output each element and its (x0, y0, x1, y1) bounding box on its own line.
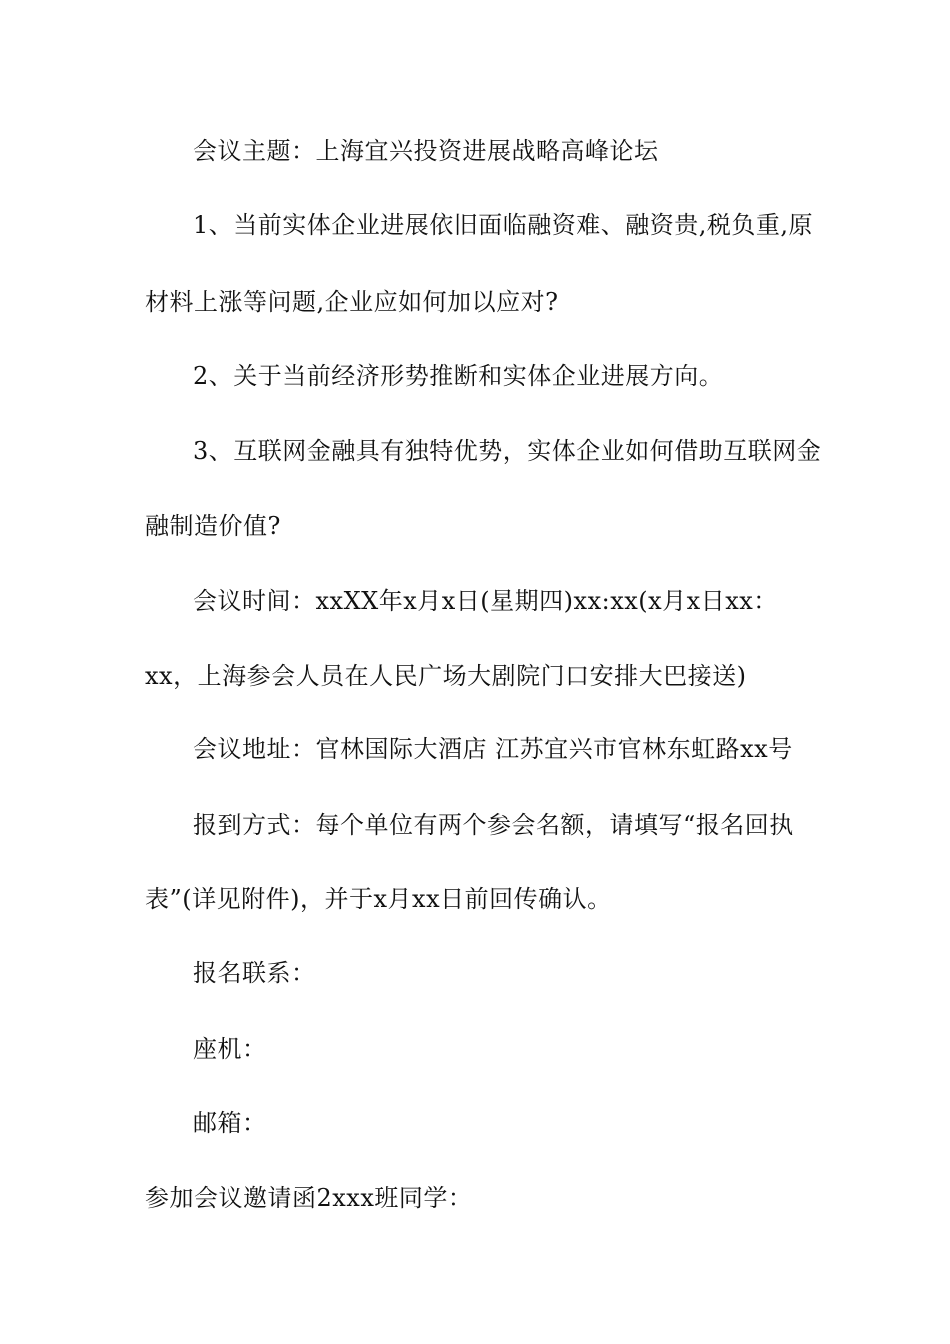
registration-contact-label: 报名联系： (193, 959, 316, 987)
landline-label: 座机： (193, 1035, 267, 1063)
question-1-line-2: 材料上涨等问题,企业应如何加以应对? (145, 288, 559, 316)
meeting-topic-line: 会议主题：上海宜兴投资进展战略高峰论坛 (193, 137, 659, 165)
meeting-time-line-1: 会议时间：xxXX年x月x日(星期四)xx:xx(x月x日xx： (193, 587, 778, 615)
invitation-title-line: 参加会议邀请函2xxx班同学： (145, 1184, 473, 1212)
registration-method-line-1: 报到方式：每个单位有两个参会名额，请填写“报名回执 (193, 811, 794, 839)
question-1-line-1: 1、当前实体企业进展依旧面临融资难、融资贵,税负重,原 (193, 211, 814, 239)
meeting-time-line-2: xx，上海参会人员在人民广场大剧院门口安排大巴接送) (145, 662, 747, 690)
meeting-address-line: 会议地址：官林国际大酒店 江苏宜兴市官林东虹路xx号 (193, 735, 793, 763)
question-3-line-1: 3、互联网金融具有独特优势，实体企业如何借助互联网金 (193, 437, 822, 465)
email-label: 邮箱： (193, 1109, 267, 1137)
registration-method-line-2: 表”(详见附件)，并于x月xx日前回传确认。 (145, 885, 612, 913)
question-3-line-2: 融制造价值? (145, 512, 281, 540)
question-2-line: 2、关于当前经济形势推断和实体企业进展方向。 (193, 362, 724, 390)
